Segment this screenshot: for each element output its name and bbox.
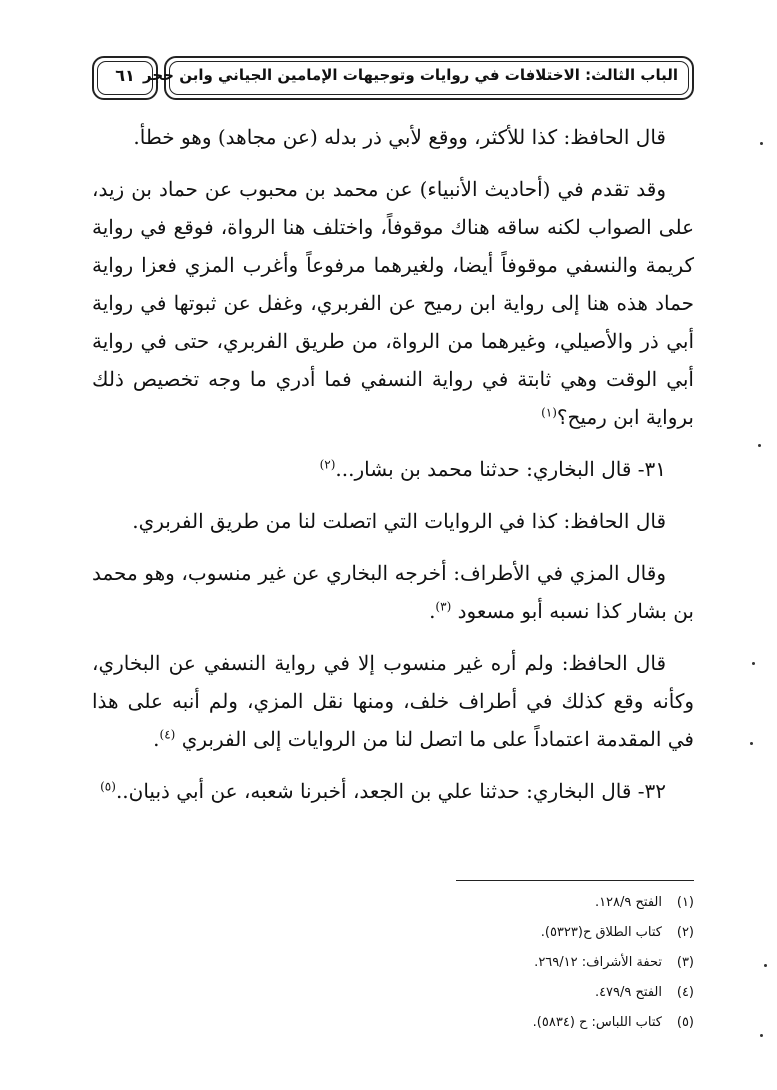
footnote-item: [300, 888, 694, 918]
footnote-ref: (٤): [159, 727, 176, 742]
paragraph: [92, 772, 694, 810]
paragraph: [92, 170, 694, 436]
footnote-number: (٢): [676, 925, 694, 940]
footnote-text: كتاب اللباس: ح (٥٨٣٤).: [532, 1015, 662, 1030]
footnote-divider: [456, 880, 694, 881]
footnote-text: كتاب الطلاق ح(٥٣٢٣).: [540, 925, 662, 940]
footnote-text: تحفة الأشراف: ٢٦٩/١٢.: [534, 955, 662, 970]
scan-speck: [758, 444, 761, 447]
footnote-number: (٣): [676, 955, 694, 970]
paragraph-text: وقال المزي في الأطراف: أخرجه البخاري عن غير منسوب، وهو محمد بن بشار كذا نسبه أبو مسعود: [92, 561, 694, 623]
paragraph-text: ٣١- قال البخاري: حدثنا محمد بن بشار...: [335, 457, 666, 481]
scan-speck: [760, 1034, 763, 1037]
paragraph-text: قال الحافظ: كذا في الروايات التي اتصلت لنا من طريق الفربري.: [132, 509, 666, 533]
footnotes: [300, 888, 694, 1038]
paragraph: قال الحافظ: ولم أره غير منسوب إلا في رواية النسفي عن البخاري، وكأنه وقع كذلك في أطراف خلف، ومنها نقل المزي، ولم أنبه على هذا في المقدمة اعتماداً على ما اتصل لنا من الروايات إلى الفربري $^{(٤)}$.: [92, 651, 694, 751]
footnote-item: [300, 948, 694, 978]
paragraph-text: ٣٢- قال البخاري: حدثنا علي بن الجعد، أخبرنا شعبه، عن أبي ذبيان..: [115, 779, 666, 803]
paragraph-text: قال الحافظ: ولم أره غير منسوب إلا في رواية النسفي عن البخاري، وكأنه وقع كذلك في أطراف خلف، ومنها نقل المزي، ولم أنبه على هذا في المقدمة اعتماداً على ما اتصل لنا من الروايات إلى الفربري: [92, 651, 694, 751]
page-number: ٦١: [115, 66, 135, 85]
footnote-item: [300, 918, 694, 948]
paragraph: [92, 118, 694, 156]
paragraph-text: وقد تقدم في (أحاديث الأنبياء) عن محمد بن محبوب عن حماد بن زيد، على الصواب لكنه ساقه هناك موقوفاً، واختلف هنا الرواة، فوقع في رواية كريمة والنسفي موقوفاً أيضا، ولغيرهما مرفوعاً وأغرب المزي فعزا رواية حماد هذه هنا إلى رواية ابن رميح عن الفربري، وغفل عن ثبوتها في رواية أبي ذر والأصيلي، وغيرهما من الرواة، من طريق الفربري، حتى في رواية أبي الوقت وهي ثابتة في رواية النسفي فما أدري ما وجه تخصيص ذلك برواية ابن رميح؟: [92, 177, 694, 429]
footnote-number: (٤): [676, 985, 694, 1000]
scan-speck: [760, 142, 763, 145]
scan-speck: [750, 742, 753, 745]
footnote-text: الفتح ٤٧٩/٩.: [594, 985, 662, 1000]
footnote-ref: (٣): [435, 599, 452, 614]
footnote-ref: (٥): [100, 779, 116, 794]
paragraph: [92, 502, 694, 540]
chapter-title-frame: [143, 56, 694, 100]
main-text: [92, 118, 694, 824]
footnote-number: (١): [676, 895, 694, 910]
footnote-ref: (٢): [319, 457, 336, 472]
scan-speck: [752, 662, 755, 665]
page-number-frame: [92, 56, 158, 100]
footnote-item: [300, 978, 694, 1008]
footnote-number: (٥): [676, 1015, 694, 1030]
footnote-ref: (١): [541, 405, 557, 420]
paragraph: وقال المزي في الأطراف: أخرجه البخاري عن غير منسوب، وهو محمد بن بشار كذا نسبه أبو مسعود $^{(٣)}$.: [92, 561, 694, 623]
scan-speck: [764, 964, 767, 967]
paragraph: [92, 450, 694, 488]
paragraph-text: قال الحافظ: كذا للأكثر، ووقع لأبي ذر بدله (عن مجاهد) وهو خطأ.: [133, 125, 666, 149]
footnote-item: [300, 1008, 694, 1038]
footnote-text: الفتح ١٢٨/٩.: [594, 895, 662, 910]
chapter-title: الباب الثالث: الاختلافات في روايات وتوجيهات الإمامين الجياني وابن حجر: [143, 66, 678, 84]
page-header: [92, 56, 692, 102]
